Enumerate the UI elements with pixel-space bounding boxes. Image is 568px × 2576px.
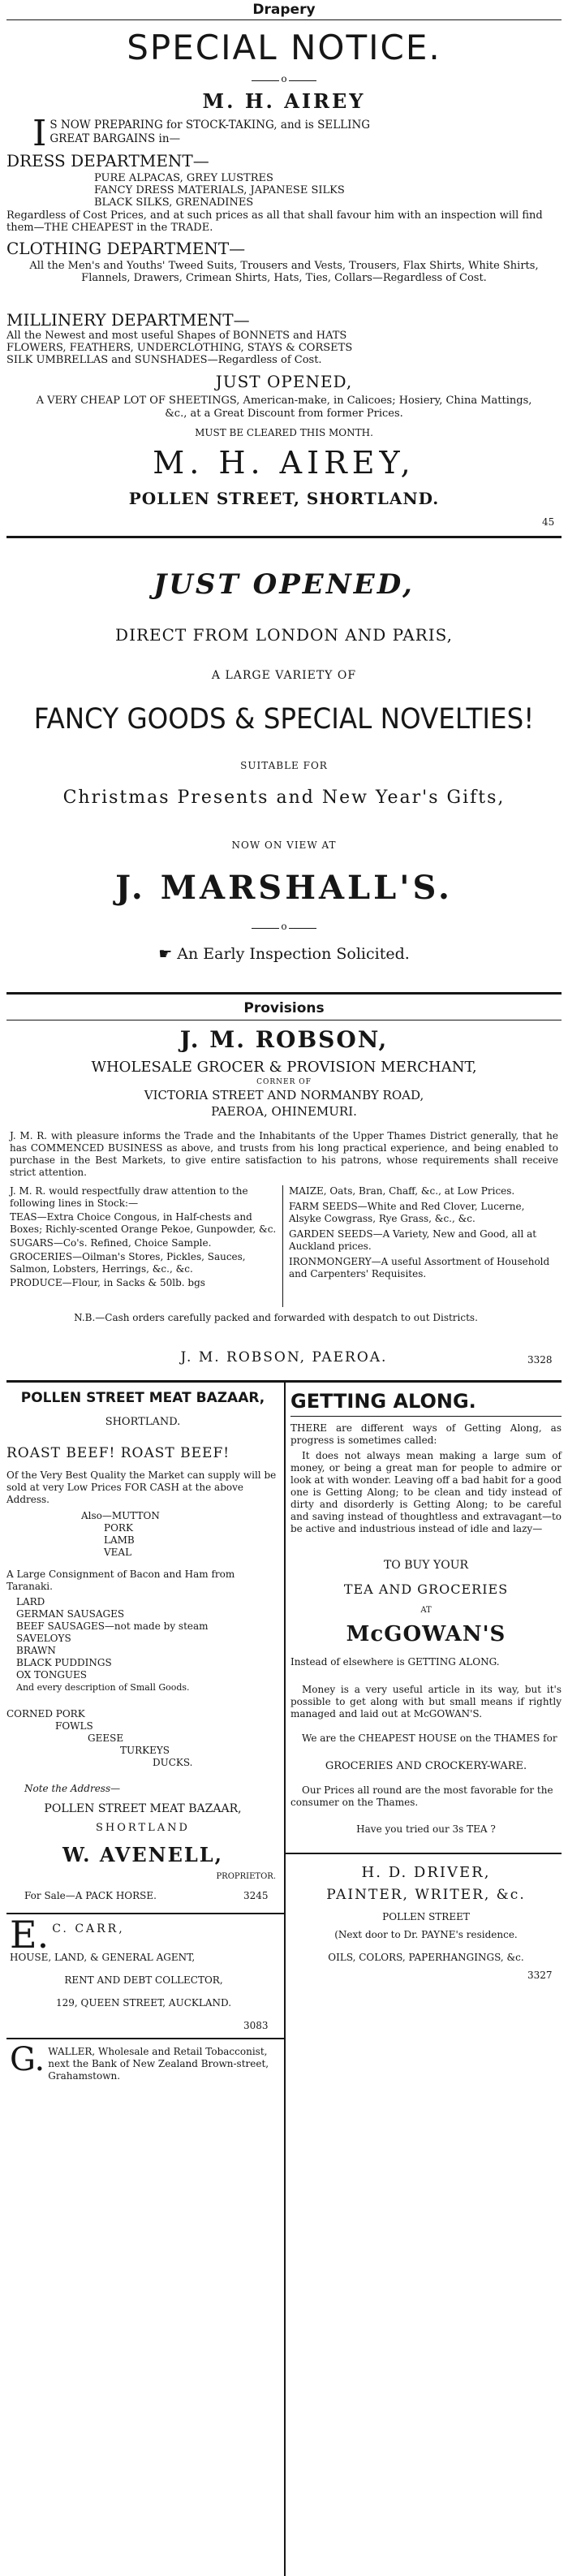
groceries-crockery-line: GROCERIES AND CROCKERY-WARE. [325, 1760, 527, 1772]
meat-bazaar-place: SHORTLAND. [105, 1416, 181, 1428]
divider [290, 1416, 562, 1417]
goods-item: BRAWN [16, 1645, 56, 1656]
stock-item: J. M. R. would respectfully draw attention to the following lines in Stock:— [10, 1185, 248, 1209]
drop-capital: E. [10, 1913, 49, 1957]
divider [286, 1853, 562, 1854]
clearance-notice: MUST BE CLEARED THIS MONTH. [195, 427, 373, 438]
proprietor-label: PROPRIETOR. [216, 1872, 276, 1881]
gifts-line: Christmas Presents and New Year's Gifts, [62, 787, 506, 808]
driver-street: POLLEN STREET [382, 1911, 470, 1922]
ornament-divider [252, 922, 316, 934]
column-divider [284, 1380, 286, 2576]
goods-item: LARD [16, 1596, 45, 1607]
meat-bazaar-title: POLLEN STREET MEAT BAZAAR, [20, 1390, 265, 1406]
headline-just-opened: JUST OPENED, [153, 568, 415, 601]
marshall-name: J. MARSHALL'S. [115, 869, 453, 907]
millinery-line: FLOWERS, FEATHERS, UNDERCLOTHING, STAYS & CORSETS [6, 342, 353, 354]
stock-item: IRONMONGERY—A useful Assortment of Household and Carpenters' Requisites. [289, 1256, 550, 1279]
tea-groceries-line: TEA AND GROCERIES [343, 1581, 509, 1597]
meat-town: SHORTLAND [96, 1822, 190, 1834]
suitable-for-line: SUITABLE FOR [240, 760, 328, 771]
ornament-divider [252, 75, 316, 86]
proprietor-name: W. AVENELL, [62, 1843, 224, 1866]
pack-horse-sale: For Sale—A PACK HORSE. [24, 1890, 157, 1901]
robson-left-column [10, 1185, 278, 1289]
waller-text: WALLER, Wholesale and Retail Tobacconist, next the Bank of New Zealand Brown-street, Grahamstown. [48, 2046, 269, 2082]
just-opened-heading: JUST OPENED, [215, 372, 353, 391]
intro-line-2: GREAT BARGAINS in— [49, 132, 181, 145]
meat-list [81, 1510, 276, 1559]
goods-item: GERMAN SAUSAGES [16, 1608, 125, 1620]
goods-item: OX TONGUES [16, 1669, 88, 1681]
driver-trade: PAINTER, WRITER, &c. [326, 1887, 526, 1903]
direct-from-line: DIRECT FROM LONDON AND PARIS, [115, 625, 453, 645]
section-heading-drapery: Drapery [252, 2, 316, 18]
variety-line: A LARGE VARIETY OF [211, 669, 357, 682]
corner-label: CORNER OF [256, 1078, 312, 1086]
robson-name: J. M. ROBSON, [179, 1026, 389, 1053]
millinery-line: SILK UMBRELLAS and SUNSHADES—Regardless of Cost. [6, 354, 322, 366]
stock-item: PRODUCE—Flour, in Sacks & 50lb. bgs [10, 1277, 205, 1288]
meat-item: VEAL [104, 1547, 132, 1558]
mcgowan-para-2: It does not always mean making a large sum of money, or being a great man for people to admire or look at with wonder. Leaving off a bad habit for a good one is Getting Along; to be clean and tidy instead of dirty and disorderly is Getting Along; to be careful and saving instead of thoughtless and extravagant—to be active and industrious instead of idle and lazy— [290, 1450, 562, 1534]
millinery-text [6, 330, 558, 366]
roast-beef-line: ROAST BEEF! ROAST BEEF! [6, 1445, 230, 1461]
divider [6, 536, 562, 538]
merchant-name: M. H. AIREY [202, 89, 366, 113]
drop-capital: G. [10, 2041, 45, 2078]
section-heading-provisions: Provisions [243, 1000, 325, 1016]
poultry-item: FOWLS [55, 1720, 93, 1732]
advert-reference: 3083 [243, 2020, 269, 2031]
stock-item: FARM SEEDS—White and Red Clover, Lucerne, Alsyke Cowgrass, Rye Grass, &c., &c. [289, 1201, 525, 1224]
footer-address: POLLEN STREET, SHORTLAND. [128, 489, 440, 508]
poultry-item: DUCKS. [153, 1757, 193, 1768]
poultry-list [6, 1708, 279, 1769]
divider [6, 19, 562, 20]
stock-item: SUGARS—Co's. Refined, Choice Sample. [10, 1237, 212, 1249]
getting-along-title: GETTING ALONG. [290, 1390, 476, 1413]
at-line: AT [420, 1606, 432, 1615]
dress-item: PURE ALPACAS, GREY LUSTRES [94, 172, 273, 184]
buy-your-line: TO BUY YOUR [383, 1559, 469, 1572]
meat-address: POLLEN STREET MEAT BAZAAR, [44, 1802, 242, 1815]
goods-item: BEEF SAUSAGES—not made by steam [16, 1620, 209, 1632]
pointing-hand-icon: ☛ [158, 945, 178, 963]
bacon-text: A Large Consignment of Bacon and Ham from Taranaki. [6, 1568, 235, 1592]
poultry-item: CORNED PORK [6, 1708, 85, 1719]
goods-item: SAVELOYS [16, 1633, 71, 1644]
robson-footer: J. M. ROBSON, PAEROA. [180, 1349, 388, 1366]
carr-address: 129, QUEEN STREET, AUCKLAND. [55, 1997, 232, 2009]
goods-item: And every description of Small Goods. [16, 1682, 190, 1693]
dress-department-heading: DRESS DEPARTMENT— [6, 151, 209, 170]
inspection-text: An Early Inspection Solicited. [177, 945, 410, 963]
advert-reference: 3245 [243, 1890, 269, 1901]
mcgowan-para-1: THERE are different ways of Getting Along, as progress is sometimes called: [290, 1422, 562, 1446]
mcgowan-para-6: Our Prices all round are the most favorable for the consumer on the Thames. [290, 1784, 553, 1808]
stock-item: MAIZE, Oats, Bran, Chaff, &c., at Low Prices. [289, 1185, 515, 1197]
carr-line-1: HOUSE, LAND, & GENERAL AGENT, [10, 1952, 196, 1963]
driver-name: H. D. DRIVER, [361, 1864, 491, 1881]
fancy-goods-headline: FANCY GOODS & SPECIAL NOVELTIES! [33, 703, 535, 736]
note-address: Note the Address— [24, 1783, 121, 1794]
mcgowan-para-5: We are the CHEAPEST HOUSE on the THAMES for [302, 1732, 557, 1744]
millinery-department-heading: MILLINERY DEPARTMENT— [6, 310, 250, 330]
on-view-line: NOW ON VIEW AT [231, 839, 337, 851]
poultry-item: TURKEYS [120, 1745, 170, 1756]
advert-reference: 3328 [527, 1354, 553, 1366]
clothing-text: All the Men's and Youths' Tweed Suits, Trousers and Vests, Trousers, Flax Shirts, White Shirts, Flannels, Drawers, Crimean Shirts, Hats, Ties, Collars—Regardless of Cost. [29, 260, 539, 284]
ad-title-special-notice: SPECIAL NOTICE. [127, 28, 441, 67]
meat-item: LAMB [104, 1534, 135, 1546]
stock-item: GARDEN SEEDS—A Variety, New and Good, all at Auckland prices. [289, 1228, 537, 1252]
goods-item: BLACK PUDDINGS [16, 1657, 112, 1668]
meat-item: PORK [104, 1522, 133, 1534]
stock-item: TEAS—Extra Choice Congous, in Half-chests and Boxes; Richly-scented Orange Pekoe, Gunpowder, &c. [10, 1211, 277, 1235]
intro-text [32, 113, 552, 154]
mcgowan-para-3: Instead of elsewhere is GETTING ALONG. [290, 1656, 500, 1668]
dress-note: Regardless of Cost Prices, and at such prices as all that shall favour him with an inspection will find them—THE CHEAPEST in the TRADE. [6, 209, 543, 234]
carr-ad [10, 1913, 278, 1957]
inspection-line [11, 945, 557, 963]
clothing-department-heading: CLOTHING DEPARTMENT— [6, 239, 246, 258]
robson-trade: WHOLESALE GROCER & PROVISION MERCHANT, [91, 1059, 477, 1076]
robson-intro: J. M. R. with pleasure informs the Trade and the Inhabitants of the Upper Thames District generally, that he has COMMENCED BUSINESS as above, and trusts from his long practical experience, and being enabled to purchase in the Best Markets, to give entire satisfaction to his patrons, whose requirements shall receive strict attention. [10, 1130, 558, 1178]
advert-reference: 3327 [527, 1970, 553, 1981]
robson-right-column [289, 1185, 558, 1280]
meat-item: Also—MUTTON [81, 1510, 160, 1521]
column-divider [282, 1185, 283, 1307]
robson-nb: N.B.—Cash orders carefully packed and forwarded with despatch to out Districts. [74, 1312, 478, 1323]
waller-ad [10, 2041, 278, 2082]
meat-quality-text: Of the Very Best Quality the Market can supply will be sold at very Low Prices FOR CASH at the above Address. [6, 1469, 277, 1505]
robson-streets: VICTORIA STREET AND NORMANBY ROAD, [144, 1088, 424, 1102]
stock-item: GROCERIES—Oilman's Stores, Pickles, Sauces, Salmon, Lobsters, Herrings, &c., &c. [10, 1251, 246, 1275]
tea-question: Have you tried our 3s TEA ? [356, 1823, 496, 1835]
mcgowan-name: McGOWAN'S [346, 1622, 506, 1646]
robson-town: PAEROA, OHINEMURI. [211, 1104, 357, 1119]
dress-item: BLACK SILKS, GRENADINES [94, 196, 254, 209]
footer-merchant-name: M. H. AIREY, [153, 445, 415, 481]
divider [6, 992, 562, 995]
dress-item: FANCY DRESS MATERIALS, JAPANESE SILKS [94, 184, 345, 196]
carr-line-2: RENT AND DEBT COLLECTOR, [64, 1974, 223, 1986]
divider [6, 2038, 284, 2039]
just-opened-text: A VERY CHEAP LOT OF SHEETINGS, American-make, in Calicoes; Hosiery, China Mattings, &c., at a Great Discount from former Prices. [36, 395, 532, 420]
poultry-item: GEESE [88, 1732, 124, 1744]
small-goods-list [16, 1596, 279, 1694]
intro-line-1: S NOW PREPARING for STOCK-TAKING, and is SELLING [49, 119, 371, 132]
advert-reference: 45 [542, 516, 555, 528]
carr-name: C. CARR, [52, 1922, 125, 1935]
millinery-line: All the Newest and most useful Shapes of BONNETS and HATS [6, 330, 347, 342]
driver-goods: OILS, COLORS, PAPERHANGINGS, &c. [328, 1952, 524, 1963]
driver-next-door: (Next door to Dr. PAYNE's residence. [334, 1929, 518, 1940]
mcgowan-para-4: Money is a very useful article in its way, but it's possible to get along with but small means if rightly managed and laid out at McGOWAN'S. [290, 1684, 562, 1719]
drop-capital: I [32, 113, 47, 154]
dress-items [94, 172, 549, 209]
